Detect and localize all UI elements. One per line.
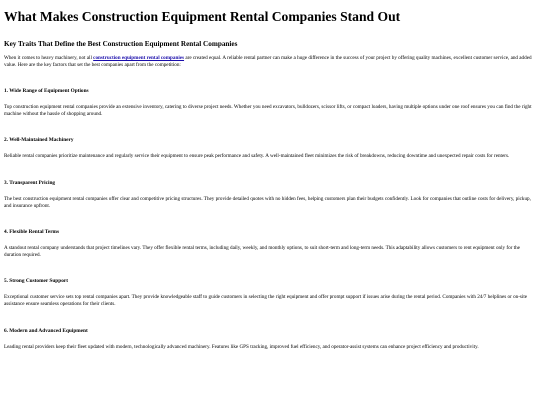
section-heading: 2. Well-Maintained Machinery xyxy=(4,137,74,144)
rental-companies-link[interactable]: construction equipment rental companies xyxy=(93,55,185,61)
article xyxy=(4,8,536,350)
section-heading: 1. Wide Range of Equipment Options xyxy=(4,88,89,95)
article-subtitle: Key Traits That Define the Best Construction Equipment Rental Companies xyxy=(4,40,238,48)
section-body: Exceptional customer service sets top rental companies apart. They provide knowledgeable staff to guide customers in selecting the right equipment and offer prompt support if issues arise during the rental period. Companies with 24/7 helplines or on-site assistance ensure seamless operations for their clients. xyxy=(4,294,528,307)
section-customer-support xyxy=(4,278,536,307)
section-heading: 6. Modern and Advanced Equipment xyxy=(4,327,88,334)
section-body: The best construction equipment rental companies offer clear and competitive pricing structures. They provide detailed quotes with no hidden fees, helping customers plan their budgets confidently. Look for companies that outline costs for delivery, pickup, and insurance upfront. xyxy=(4,195,531,209)
section-modern-equipment xyxy=(4,328,536,351)
section-transparent-pricing xyxy=(4,180,536,209)
intro-text-after: are created equal. A reliable rental partner can make a huge difference in the success of your project by offering quality machines, excellent customer service, and added value. Here are the key factors that set the best companies apart from the competition: xyxy=(4,55,532,68)
section-body: Reliable rental companies prioritize maintenance and regularly service their equipment to ensure peak performance and safety. A well-maintained fleet minimizes the risk of breakdowns, reducing downtime and unexpected repair costs for renters. xyxy=(4,153,510,160)
section-heading: 4. Flexible Rental Terms xyxy=(4,229,60,236)
section-maintained-machinery xyxy=(4,137,536,160)
page-title: What Makes Construction Equipment Rental Companies Stand Out xyxy=(4,9,401,24)
section-body: Leading rental providers keep their fleet updated with modern, technologically advanced machinery. Features like GPS tracking, improved fuel efficiency, and operator-assist systems can enhance project efficiency and productivity. xyxy=(4,343,479,350)
section-flexible-terms xyxy=(4,229,536,258)
section-heading: 3. Transparent Pricing xyxy=(4,179,56,186)
section-body: A standout rental company understands that project timelines vary. They offer flexible rental terms, including daily, weekly, and monthly options, to suit short-term and long-term needs. This adaptability allows customers to rent equipment only for the duration required. xyxy=(4,245,520,258)
section-equipment-range xyxy=(4,88,536,117)
section-body: Top construction equipment rental companies provide an extensive inventory, catering to diverse project needs. Whether you need excavators, bulldozers, scissor lifts, or compact loaders, having multiple options under one roof ensures you can find the right machine without the hassle of shopping around. xyxy=(4,104,532,117)
intro-paragraph xyxy=(4,55,536,68)
section-heading: 5. Strong Customer Support xyxy=(4,278,68,285)
intro-text-before: When it comes to heavy machinery, not all xyxy=(4,55,94,61)
